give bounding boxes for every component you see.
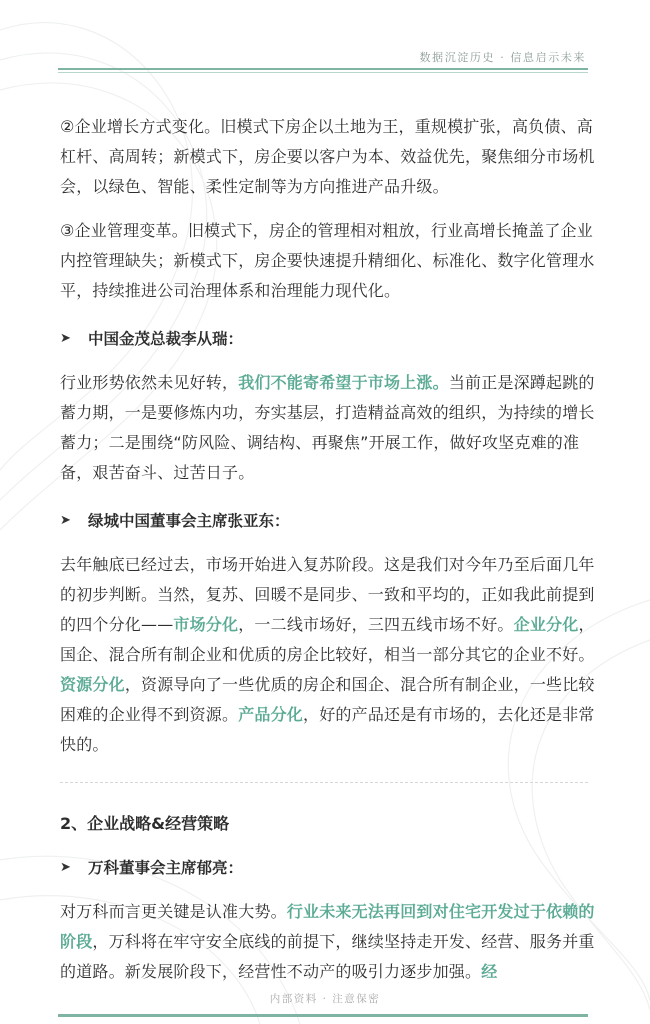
speaker-heading-jinmao <box>60 324 600 354</box>
text-run: ，一二线市场好，三四五线市场不好。 <box>238 615 514 634</box>
header-rule <box>58 68 588 70</box>
text-run: 行业形势依然未见好转， <box>60 373 239 392</box>
highlighted-phrase: 市场分化 <box>173 615 239 634</box>
footer-rule <box>58 1014 588 1017</box>
speaker-name: 万科董事会主席郁亮： <box>88 859 244 877</box>
paragraph-vanke-quote <box>60 897 600 987</box>
speaker-heading-vanke <box>60 853 600 883</box>
highlighted-phrase: 我们不能寄希望于市场上涨。 <box>238 373 449 392</box>
paragraph-growth-mode <box>60 112 600 202</box>
header-rule-thin <box>58 72 588 73</box>
text-run: ，万科将在牢守安全底线的前提下，继续坚持走开发、经营、服务并重的道路。新发展阶段下，经营性不动产的吸引力逐步加强。 <box>60 932 595 981</box>
speaker-heading-greentown <box>60 506 600 536</box>
section-divider <box>60 782 588 783</box>
text-run: 去年触底已经过去，市场开始进入复苏阶段。这是我们对今年乃至后面几年的初步判断。当然，复苏、回暖不是同步、一致和平均的，正如我此前提到的四个分化—— <box>60 555 595 634</box>
arrowhead-bullet-icon: ➤ <box>60 331 71 346</box>
speaker-name: 绿城中国董事会主席张亚东： <box>88 512 290 530</box>
arrowhead-bullet-icon: ➤ <box>60 513 71 528</box>
text-run: ，国企、混合所有制企业和优质的房企比较好，相当一部分其它的企业不好。 <box>60 615 595 664</box>
highlighted-phrase: 资源分化 <box>60 675 125 694</box>
paragraph-greentown-quote <box>60 550 600 760</box>
header-tagline: 数据沉淀历史 · 信息启示未来 <box>419 51 586 64</box>
paragraph-jinmao-quote <box>60 368 600 488</box>
footer-note: 内部资料 · 注意保密 <box>269 993 381 1005</box>
text-run: ，好的产品还是有市场的，去化还是非常快的。 <box>60 705 595 754</box>
highlighted-phrase: 产品分化 <box>238 705 304 724</box>
highlighted-phrase: 企业分化 <box>513 615 579 634</box>
text-run: ②企业增长方式变化。旧模式下房企以土地为王，重规模扩张，高负债、高杠杆、高周转；新模式下，房企要以客户为本、效益优先，聚焦细分市场机会，以绿色、智能、柔性定制等为方向推进产品升级。 <box>60 117 595 196</box>
text-run: ，资源导向了一些优质的房企和国企、混合所有制企业，一些比较困难的企业得不到资源。 <box>60 675 595 724</box>
arrowhead-bullet-icon: ➤ <box>60 860 71 875</box>
text-run: 当前正是深蹲起跳的蓄力期，一是要修炼内功，夯实基层，打造精益高效的组织，为持续的增长蓄力；二是围绕“防风险、调结构、再聚焦”开展工作，做好攻坚克难的准备，艰苦奋斗、过苦日子。 <box>60 373 595 482</box>
highlighted-phrase: 经 <box>481 962 498 981</box>
highlighted-phrase: 行业未来无法再回到对住宅开发过于依赖的阶段 <box>60 902 595 951</box>
section-title: 2、企业战略&经营策略 <box>60 814 230 833</box>
paragraph-management-reform <box>60 216 600 306</box>
speaker-name: 中国金茂总裁李从瑞： <box>88 330 244 348</box>
article-body <box>60 112 600 1001</box>
text-run: 对万科而言更关键是认准大势。 <box>60 902 287 921</box>
text-run: ③企业管理变革。旧模式下，房企的管理相对粗放，行业高增长掩盖了企业内控管理缺失；新模式下，房企要快速提升精细化、标准化、数字化管理水平，持续推进公司治理体系和治理能力现代化。 <box>60 221 595 300</box>
